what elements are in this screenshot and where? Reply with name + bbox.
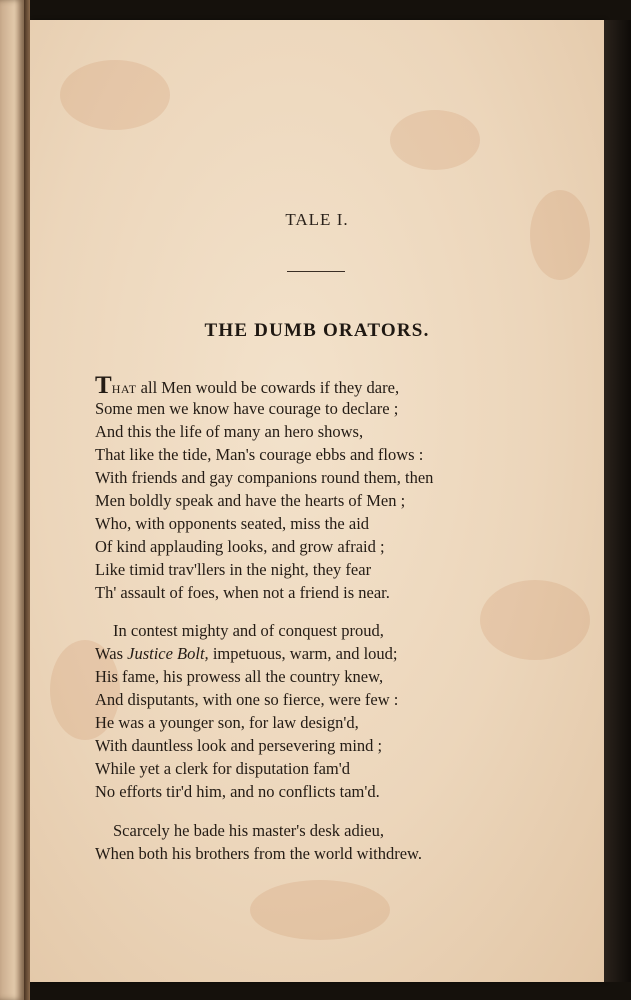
line-text: Was <box>95 644 128 663</box>
poem-line <box>95 642 595 665</box>
poem-title: THE DUMB ORATORS. <box>204 320 430 341</box>
first-line-text: all Men would be cowards if they dare, <box>136 378 400 397</box>
poem-line: With dauntless look and persevering mind ; <box>95 736 383 755</box>
italic-name: Justice Bolt, <box>127 644 209 663</box>
poem-line: No efforts tir'd him, and no conflicts tam'd. <box>95 782 380 801</box>
tale-heading: TALE I. <box>285 210 349 229</box>
small-caps-word: HAT <box>111 382 137 396</box>
poem-line: And disputants, with one so fierce, were few : <box>95 690 399 709</box>
poem-line: Men boldly speak and have the hearts of Men ; <box>95 491 406 510</box>
poem-line: Th' assault of foes, when not a friend is near. <box>95 583 390 602</box>
poem-line: His fame, his prowess all the country knew, <box>95 667 384 686</box>
poem-line: When both his brothers from the world withdrew. <box>95 844 423 863</box>
stanza-2 <box>95 619 595 803</box>
line-text: impetuous, warm, and loud; <box>208 644 398 663</box>
poem-line: In contest mighty and of conquest proud, <box>113 621 384 640</box>
heading-rule <box>287 271 345 272</box>
foxing-spot <box>60 60 170 130</box>
foxing-spot <box>250 880 390 940</box>
poem-line: With friends and gay companions round them, then <box>95 468 434 487</box>
foxing-spot <box>530 190 590 280</box>
stanza-1 <box>95 374 595 604</box>
poem-line: And this the life of many an hero shows, <box>95 422 364 441</box>
poem-line: He was a younger son, for law design'd, <box>95 713 359 732</box>
poem-line: That like the tide, Man's courage ebbs and flows : <box>95 445 424 464</box>
right-page-edge <box>604 20 631 982</box>
stanza-3 <box>95 819 595 865</box>
poem-line: Some men we know have courage to declare ; <box>95 399 399 418</box>
poem-line: Like timid trav'llers in the night, they fear <box>95 560 372 579</box>
poem-line: Scarcely he bade his master's desk adieu, <box>113 821 385 840</box>
poem-line: Who, with opponents seated, miss the aid <box>95 514 370 533</box>
drop-cap: T <box>95 372 112 399</box>
poem-line: Of kind applauding looks, and grow afraid ; <box>95 537 385 556</box>
poem-line <box>95 374 595 397</box>
poem-line: While yet a clerk for disputation fam'd <box>95 759 350 778</box>
left-page-edge <box>0 0 24 1000</box>
foxing-spot <box>390 110 480 170</box>
